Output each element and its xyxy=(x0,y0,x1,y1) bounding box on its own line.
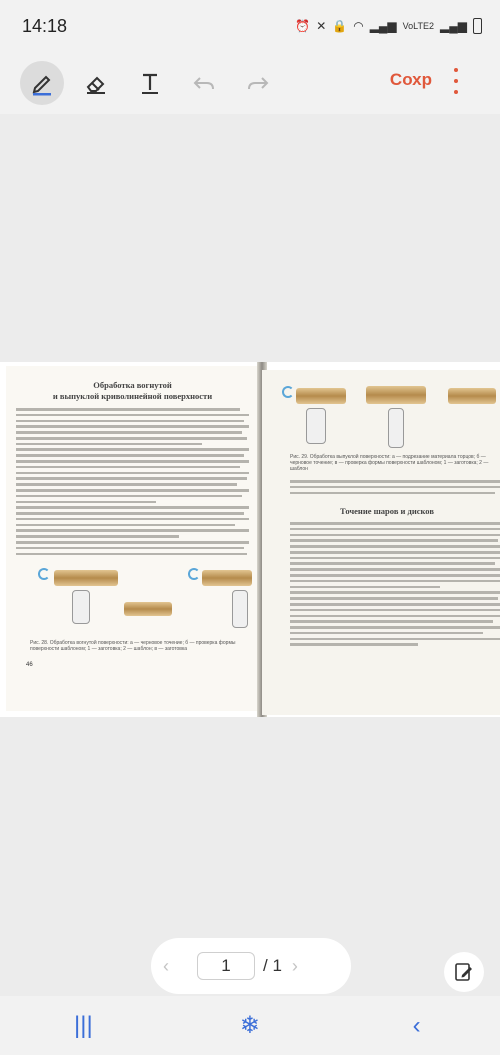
more-dot xyxy=(454,79,458,83)
status-icons xyxy=(295,18,482,34)
lock-icon: 🔒 xyxy=(332,19,348,33)
pen-icon xyxy=(29,70,55,96)
save-button[interactable]: Сохр xyxy=(389,70,432,89)
figure-29 xyxy=(280,374,498,462)
text-tool-button[interactable] xyxy=(128,61,172,105)
redo-icon xyxy=(245,70,271,96)
undo-button[interactable] xyxy=(182,61,226,105)
edit-pdf-button[interactable] xyxy=(444,952,484,992)
eraser-tool-button[interactable] xyxy=(74,61,118,105)
eraser-icon xyxy=(83,70,109,96)
network-label: VoLTE2 xyxy=(402,21,435,31)
total-pages-label: / 1 xyxy=(263,956,282,975)
undo-icon xyxy=(191,70,217,96)
body-text-right xyxy=(290,522,500,649)
scanned-book-image xyxy=(0,362,500,717)
recent-apps-icon[interactable]: ||| xyxy=(73,1011,93,1039)
text-tool-icon xyxy=(137,70,163,96)
mute-icon: ✕ xyxy=(316,19,327,33)
figure-28-caption: Рис. 28. Обработка вогнутой поверхности: а — черновое точение; б — проверка формы поверхности шаблоном; 1 — заготовка; 2 — шаблон; в — заготовка xyxy=(30,640,236,652)
battery-icon xyxy=(473,18,482,34)
wifi-icon: ◠ xyxy=(353,19,364,33)
pen-tool-button[interactable] xyxy=(20,61,64,105)
title-line-2: и выпуклой криволинейной поверхности xyxy=(52,391,213,401)
edit-document-icon xyxy=(453,961,475,983)
book-page-right xyxy=(262,370,500,715)
more-dot xyxy=(454,68,458,72)
title-line-1: Обработка вогнутой xyxy=(93,380,172,390)
signal-icon: ▂▄▆ xyxy=(369,19,397,33)
home-snowflake-icon[interactable]: ❄ xyxy=(239,1012,261,1039)
section-title-left xyxy=(6,380,259,402)
more-dot xyxy=(454,90,458,94)
previous-page-button[interactable]: ‹ xyxy=(163,955,169,976)
more-options-button[interactable] xyxy=(448,64,464,98)
figure-29-caption: Рис. 29. Обработка выпуклой поверхности: а — подрезание материала торцов; б — черновое точение; в — проверка формы поверхности шаблоном; 1 — заготовка; 2 — шаблон xyxy=(290,454,489,472)
page-navigator xyxy=(151,938,351,994)
redo-button[interactable] xyxy=(236,61,280,105)
body-text-right-top xyxy=(290,480,500,497)
figure-28 xyxy=(34,564,254,642)
alarm-icon: ⏰ xyxy=(295,19,311,33)
status-time: 14:18 xyxy=(22,15,68,36)
status-bar xyxy=(0,0,500,52)
body-text-left xyxy=(16,408,249,555)
book-page-left xyxy=(6,366,260,711)
system-navigation-bar xyxy=(0,996,500,1055)
back-icon[interactable]: ‹ xyxy=(412,1011,421,1039)
next-page-button[interactable]: › xyxy=(291,955,298,976)
section-title-right: Точение шаров и дисков xyxy=(340,506,434,516)
signal-icon-2: ▂▄▆ xyxy=(440,19,467,33)
current-page-input[interactable]: 1 xyxy=(197,952,255,980)
page-number-left: 46 xyxy=(26,662,33,668)
